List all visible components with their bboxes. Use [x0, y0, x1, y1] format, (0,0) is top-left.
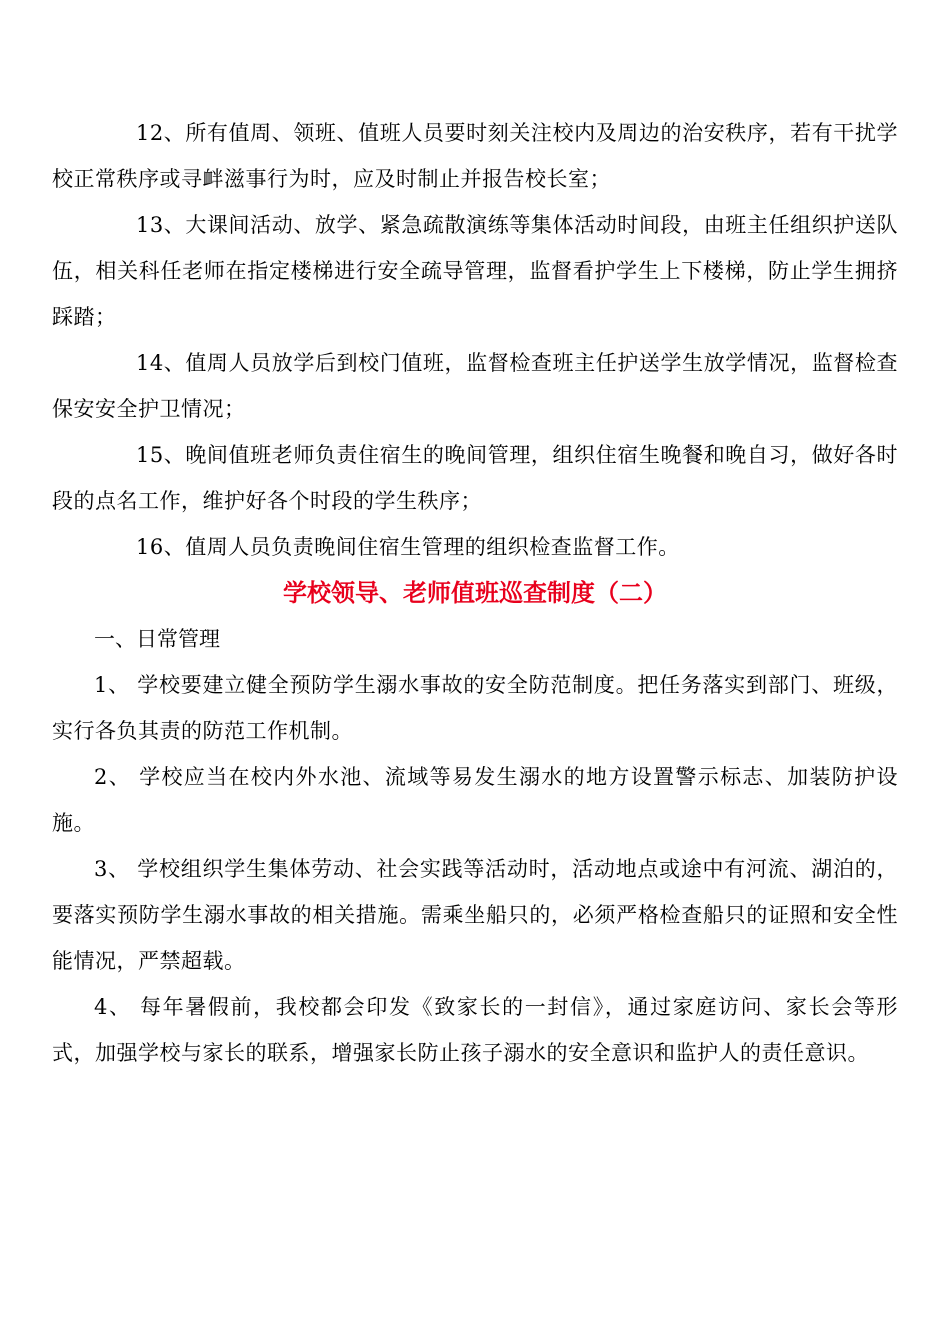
section-title: 学校领导、老师值班巡查制度（二）	[283, 579, 667, 607]
item-number: 12、	[136, 121, 186, 145]
item-number: 4、	[94, 995, 132, 1019]
item-text: 所有值周、领班、值班人员要时刻关注校内及周边的治安秩序，若有干扰学校正常秩序或寻衅滋事行为时，应及时制止并报告校长室；	[52, 121, 898, 191]
list-item-12	[52, 110, 898, 202]
item-text: 学校要建立健全预防学生溺水事故的安全防范制度。把任务落实到部门、班级，实行各负其责的防范工作机制。	[52, 673, 898, 743]
item-number: 3、	[94, 857, 130, 881]
list-item-3	[52, 846, 898, 984]
item-text: 每年暑假前，我校都会印发《致家长的一封信》，通过家庭访问、家长会等形式，加强学校与家长的联系，增强家长防止孩子溺水的安全意识和监护人的责任意识。	[52, 995, 898, 1065]
list-item-1	[52, 662, 898, 754]
list-item-2	[52, 754, 898, 846]
item-number: 14、	[136, 351, 186, 375]
list-item-15	[52, 432, 898, 524]
item-number: 15、	[136, 443, 186, 467]
list-item-16	[52, 524, 898, 570]
item-number: 1、	[94, 673, 130, 697]
section-heading: 一、日常管理	[94, 627, 220, 651]
item-text: 学校组织学生集体劳动、社会实践等活动时，活动地点或途中有河流、湖泊的，要落实预防学生溺水事故的相关措施。需乘坐船只的，必须严格检查船只的证照和安全性能情况，严禁超载。	[52, 857, 898, 973]
item-number: 2、	[94, 765, 132, 789]
item-text: 学校应当在校内外水池、流域等易发生溺水的地方设置警示标志、加装防护设施。	[52, 765, 898, 835]
item-number: 16、	[136, 535, 186, 559]
list-item-13	[52, 202, 898, 340]
item-number: 13、	[136, 213, 186, 237]
document-page	[52, 110, 898, 1076]
list-item-4	[52, 984, 898, 1076]
list-item-14	[52, 340, 898, 432]
item-text: 值周人员负责晚间住宿生管理的组织检查监督工作。	[185, 535, 680, 559]
item-text: 大课间活动、放学、紧急疏散演练等集体活动时间段，由班主任组织护送队伍，相关科任老师在指定楼梯进行安全疏导管理，监督看护学生上下楼梯，防止学生拥挤踩踏；	[52, 213, 898, 329]
item-text: 晚间值班老师负责住宿生的晚间管理，组织住宿生晚餐和晚自习，做好各时段的点名工作，维护好各个时段的学生秩序；	[52, 443, 898, 513]
item-text: 值周人员放学后到校门值班，监督检查班主任护送学生放学情况，监督检查保安安全护卫情况；	[52, 351, 898, 421]
